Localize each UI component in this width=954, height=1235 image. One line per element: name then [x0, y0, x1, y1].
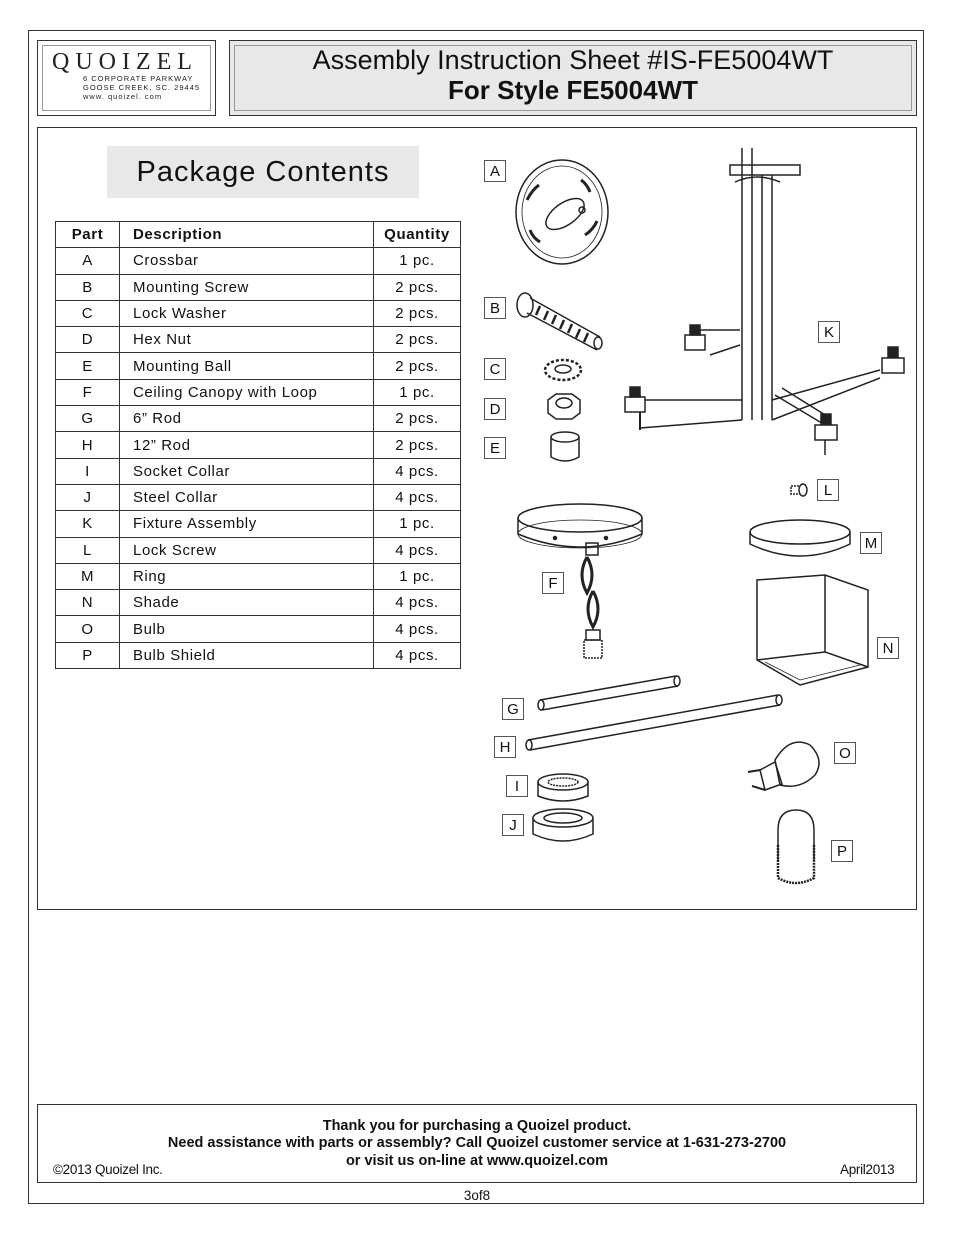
- mounting-ball-drawing: [551, 432, 579, 461]
- address-line-1: 6 CORPORATE PARKWAY: [83, 74, 194, 83]
- part-letter: I: [56, 458, 120, 484]
- part-quantity: 1 pc.: [374, 379, 461, 405]
- diagram-label-n: N: [877, 637, 899, 659]
- bulb-drawing: [748, 742, 819, 790]
- part-quantity: 2 pcs.: [374, 327, 461, 353]
- twelve-inch-rod-drawing: [526, 695, 782, 750]
- part-description: Crossbar: [120, 248, 374, 274]
- part-letter: G: [56, 406, 120, 432]
- copyright: [53, 1162, 163, 1177]
- part-quantity: 1 pc.: [374, 563, 461, 589]
- part-letter: D: [56, 327, 120, 353]
- fixture-assembly-drawing: [625, 148, 904, 455]
- website: www. quoizel. com: [83, 92, 163, 101]
- part-letter: F: [56, 379, 120, 405]
- diagram-label-a: A: [484, 160, 506, 182]
- ring-drawing: [750, 520, 850, 556]
- document-date: April2013: [840, 1162, 895, 1177]
- diagram-label-b: B: [484, 297, 506, 319]
- diagram-label-o: O: [834, 742, 856, 764]
- part-letter: L: [56, 537, 120, 563]
- part-letter: K: [56, 511, 120, 537]
- part-letter: E: [56, 353, 120, 379]
- column-header-quantity: Quantity: [374, 222, 461, 248]
- crossbar-drawing: [516, 160, 608, 264]
- diagram-label-d: D: [484, 398, 506, 420]
- part-description: Fixture Assembly: [120, 511, 374, 537]
- part-quantity: 4 pcs.: [374, 616, 461, 642]
- copyright-icon: ©: [53, 1162, 63, 1177]
- six-inch-rod-drawing: [538, 676, 680, 710]
- diagram-label-l: L: [817, 479, 839, 501]
- part-quantity: 4 pcs.: [374, 537, 461, 563]
- part-description: Bulb Shield: [120, 642, 374, 668]
- part-description: Bulb: [120, 616, 374, 642]
- diagram-label-k: K: [818, 321, 840, 343]
- footer-assistance: Need assistance with parts or assembly? Call Quoizel customer service at 1-631-273-2700: [167, 1135, 787, 1151]
- part-letter: J: [56, 484, 120, 510]
- hex-nut-drawing: [548, 394, 580, 419]
- column-header-part: Part: [56, 222, 120, 248]
- part-description: Ring: [120, 563, 374, 589]
- part-quantity: 2 pcs.: [374, 432, 461, 458]
- part-description: Shade: [120, 590, 374, 616]
- part-quantity: 1 pc.: [374, 511, 461, 537]
- diagram-label-g: G: [502, 698, 524, 720]
- part-quantity: 4 pcs.: [374, 484, 461, 510]
- lock-screw-drawing: [791, 484, 807, 496]
- package-contents-heading: Package Contents: [107, 146, 419, 198]
- diagram-label-j: J: [502, 814, 524, 836]
- style-subtitle: For Style FE5004WT: [448, 75, 698, 105]
- part-quantity: 4 pcs.: [374, 642, 461, 668]
- copyright-text: 2013 Quoizel Inc.: [62, 1162, 163, 1177]
- part-quantity: 4 pcs.: [374, 590, 461, 616]
- diagram-label-p: P: [831, 840, 853, 862]
- brand-logo: QUOIZEL: [52, 49, 198, 75]
- document-title: Assembly Instruction Sheet #IS-FE5004WT: [312, 45, 834, 75]
- part-letter: N: [56, 590, 120, 616]
- column-header-description: Description: [120, 222, 374, 248]
- part-letter: A: [56, 248, 120, 274]
- lock-washer-drawing: [545, 360, 581, 380]
- part-letter: C: [56, 300, 120, 326]
- part-quantity: 2 pcs.: [374, 353, 461, 379]
- part-description: Lock Washer: [120, 300, 374, 326]
- part-description: Lock Screw: [120, 537, 374, 563]
- part-letter: O: [56, 616, 120, 642]
- ceiling-canopy-drawing: [518, 504, 642, 658]
- diagram-label-e: E: [484, 437, 506, 459]
- diagram-label-m: M: [860, 532, 882, 554]
- footer-thanks: Thank you for purchasing a Quoizel product.: [322, 1118, 632, 1134]
- socket-collar-drawing: [538, 774, 588, 801]
- part-quantity: 2 pcs.: [374, 406, 461, 432]
- footer-website: or visit us on-line at www.quoizel.com: [345, 1153, 609, 1169]
- diagram-label-c: C: [484, 358, 506, 380]
- steel-collar-drawing: [533, 809, 593, 841]
- part-quantity: 4 pcs.: [374, 458, 461, 484]
- part-description: Hex Nut: [120, 327, 374, 353]
- part-letter: H: [56, 432, 120, 458]
- part-quantity: 2 pcs.: [374, 300, 461, 326]
- page-number: 3of8: [463, 1188, 491, 1203]
- diagram-label-f: F: [542, 572, 564, 594]
- part-description: Steel Collar: [120, 484, 374, 510]
- part-description: Socket Collar: [120, 458, 374, 484]
- part-letter: P: [56, 642, 120, 668]
- part-description: 12” Rod: [120, 432, 374, 458]
- part-description: Mounting Ball: [120, 353, 374, 379]
- part-description: Mounting Screw: [120, 274, 374, 300]
- part-quantity: 2 pcs.: [374, 274, 461, 300]
- part-quantity: 1 pc.: [374, 248, 461, 274]
- mounting-screw-drawing: [517, 293, 602, 350]
- part-description: 6” Rod: [120, 406, 374, 432]
- diagram-label-i: I: [506, 775, 528, 797]
- diagram-label-h: H: [494, 736, 516, 758]
- address-line-2: GOOSE CREEK, SC. 29445: [83, 83, 201, 92]
- bulb-shield-drawing: [778, 810, 814, 883]
- part-letter: B: [56, 274, 120, 300]
- shade-drawing: [757, 575, 868, 685]
- part-description: Ceiling Canopy with Loop: [120, 379, 374, 405]
- part-letter: M: [56, 563, 120, 589]
